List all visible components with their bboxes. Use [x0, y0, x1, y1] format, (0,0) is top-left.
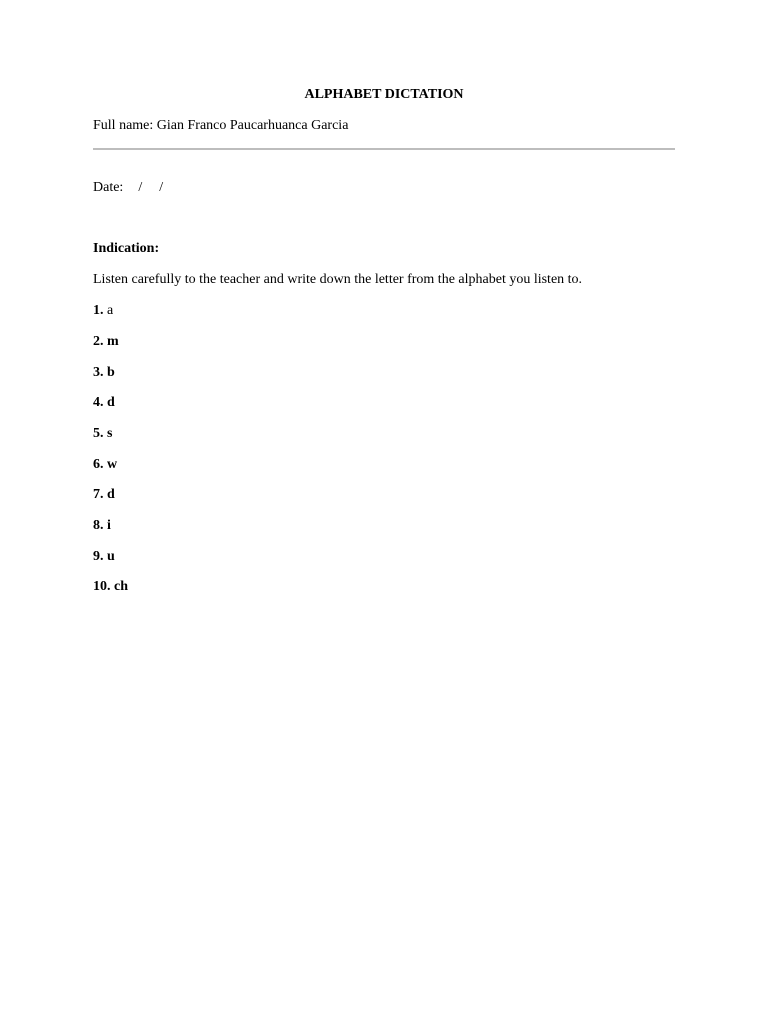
list-item — [93, 548, 115, 566]
list-item — [93, 333, 119, 351]
date-separator-2: / — [159, 180, 164, 195]
item-answer: w — [107, 457, 118, 472]
item-number: 2. — [93, 334, 104, 349]
list-item — [93, 456, 117, 474]
item-number: 5. — [93, 426, 104, 441]
item-number: 9. — [93, 549, 104, 564]
item-number: 4. — [93, 395, 104, 410]
list-item — [93, 578, 128, 596]
item-number: 7. — [93, 487, 104, 502]
item-number: 10. — [93, 579, 111, 594]
item-answer: u — [107, 549, 115, 564]
list-item — [93, 425, 112, 443]
item-answer: m — [107, 334, 119, 349]
list-item — [93, 302, 113, 320]
document-title: ALPHABET DICTATION — [304, 87, 464, 102]
item-answer: ch — [114, 579, 128, 594]
list-item — [93, 517, 111, 535]
item-number: 3. — [93, 365, 104, 380]
item-number: 6. — [93, 457, 104, 472]
item-answer: d — [107, 395, 115, 410]
indication-heading: Indication: — [93, 241, 160, 256]
date-line — [93, 179, 163, 197]
full-name-label: Full name: — [93, 118, 154, 133]
horizontal-rule — [93, 148, 675, 150]
list-item — [93, 394, 115, 412]
list-item — [93, 486, 115, 504]
instructions-text: Listen carefully to the teacher and write down the letter from the alphabet you listen to. — [93, 272, 583, 287]
item-answer: d — [107, 487, 115, 502]
date-separator-1: / — [138, 180, 143, 195]
item-answer: a — [107, 303, 114, 318]
date-label: Date: — [93, 180, 124, 195]
item-number: 1. — [93, 303, 104, 318]
list-item — [93, 364, 115, 382]
item-answer: s — [107, 426, 113, 441]
full-name-line — [93, 117, 348, 135]
item-number: 8. — [93, 518, 104, 533]
item-answer: b — [107, 365, 115, 380]
full-name-value: Gian Franco Paucarhuanca Garcia — [156, 118, 349, 133]
item-answer: i — [107, 518, 111, 533]
